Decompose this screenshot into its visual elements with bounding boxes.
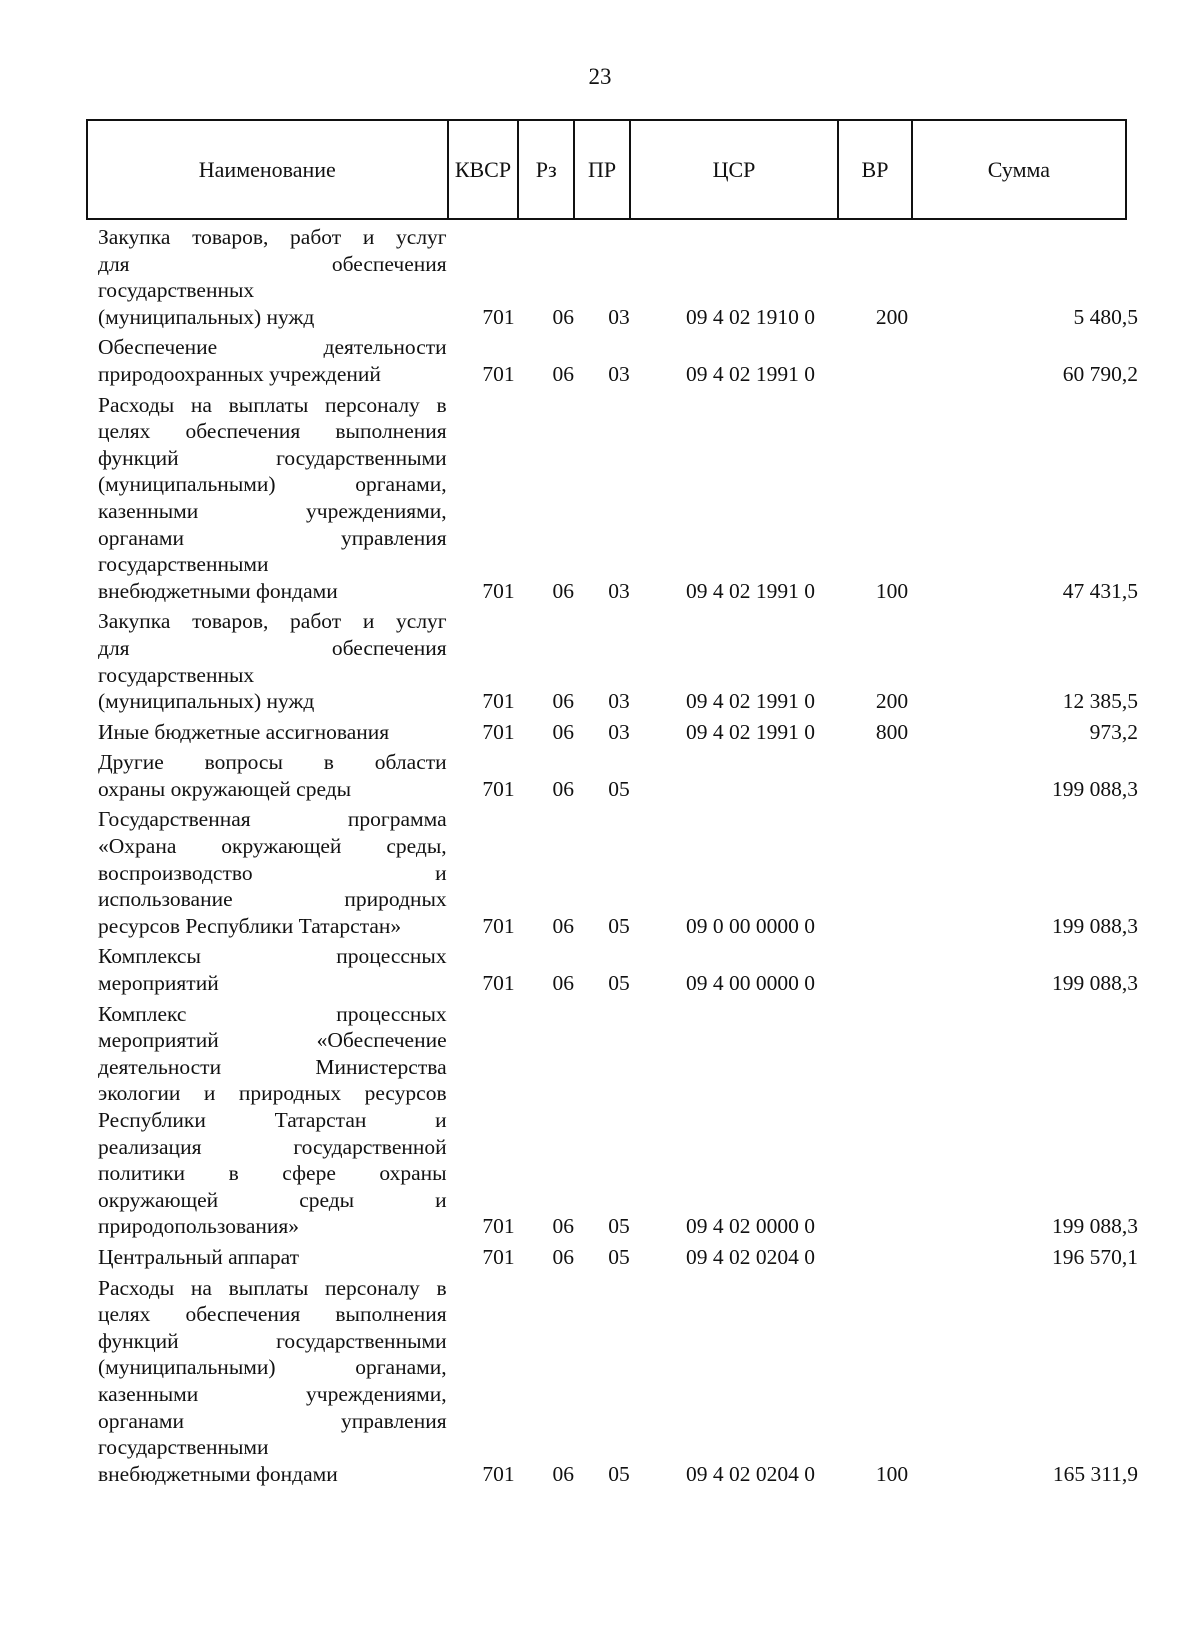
row-name-line: деятельности Министерства — [98, 1054, 447, 1079]
table-row — [98, 608, 1138, 714]
cell-sum: 973,2 — [1089, 719, 1139, 744]
row-name-line: Расходы на выплаты персоналу в — [98, 1275, 447, 1300]
cell-csr: 09 4 02 1991 0 — [686, 719, 816, 744]
cell-rz: 06 — [552, 689, 574, 714]
row-name-line: внебюджетными фондами — [98, 578, 338, 603]
row-name-line: государственных — [98, 662, 255, 687]
cell-rz: 06 — [552, 971, 574, 996]
cell-rz: 06 — [552, 361, 574, 386]
cell-pr: 03 — [608, 304, 630, 329]
row-name-line: воспроизводство и — [98, 860, 447, 885]
cell-pr: 03 — [608, 361, 630, 386]
cell-csr: 09 4 02 1991 0 — [686, 361, 816, 386]
row-name-line: Иные бюджетные ассигнования — [98, 719, 390, 744]
cell-sum: 47 431,5 — [1062, 578, 1139, 603]
row-name-line: государственных — [98, 278, 255, 303]
table-body — [98, 224, 1138, 1491]
cell-csr: 09 4 02 0000 0 — [686, 1214, 816, 1239]
cell-csr: 09 4 02 0204 0 — [686, 1244, 816, 1269]
row-name-line: (муниципальными) органами, — [98, 1355, 447, 1380]
cell-pr: 03 — [608, 578, 630, 603]
cell-rz: 06 — [552, 1214, 574, 1239]
row-name — [98, 608, 447, 714]
cell-kvsr: 701 — [482, 689, 515, 714]
row-name-line: «Охрана окружающей среды, — [98, 834, 447, 859]
row-name — [98, 392, 447, 605]
table-row — [98, 224, 1138, 330]
row-name-line: (муниципальных) нужд — [98, 689, 315, 714]
header-name: Наименование — [88, 121, 449, 218]
row-name-line: окружающей среды и — [98, 1187, 447, 1212]
cell-kvsr: 701 — [482, 1244, 515, 1269]
row-name-line: Расходы на выплаты персоналу в — [98, 392, 447, 417]
row-name-line: охраны окружающей среды — [98, 776, 352, 801]
cell-kvsr: 701 — [482, 578, 515, 603]
row-name — [98, 943, 447, 996]
table-row — [98, 334, 1138, 387]
cell-pr: 03 — [608, 689, 630, 714]
cell-vr: 100 — [875, 1461, 909, 1486]
cell-csr: 09 4 02 0204 0 — [686, 1461, 816, 1486]
table-row — [98, 943, 1138, 996]
cell-sum: 5 480,5 — [1073, 304, 1139, 329]
row-name-line: органами управления — [98, 525, 447, 550]
row-name — [98, 749, 447, 802]
cell-rz: 06 — [552, 913, 574, 938]
cell-kvsr: 701 — [482, 776, 515, 801]
row-name-line: Государственная программа — [98, 807, 447, 832]
row-name-line: (муниципальными) органами, — [98, 472, 447, 497]
cell-rz: 06 — [552, 578, 574, 603]
header-vr: ВР — [839, 121, 913, 218]
cell-sum: 165 311,9 — [1052, 1461, 1139, 1486]
header-sum: Сумма — [987, 156, 1051, 182]
page-number: 23 — [588, 64, 612, 89]
cell-kvsr: 701 — [482, 1214, 515, 1239]
cell-kvsr: 701 — [482, 304, 515, 329]
cell-sum: 12 385,5 — [1062, 689, 1139, 714]
row-name-line: использование природных — [98, 887, 447, 912]
row-name — [98, 224, 447, 330]
cell-rz: 06 — [552, 719, 574, 744]
cell-kvsr: 701 — [482, 361, 515, 386]
cell-csr: 09 4 02 1991 0 — [686, 578, 816, 603]
row-name — [98, 1275, 447, 1488]
row-name-line: Комплекс процессных — [98, 1001, 447, 1026]
table-row — [98, 806, 1138, 939]
table-row — [98, 1244, 1138, 1271]
table-header — [86, 119, 1127, 220]
cell-sum: 199 088,3 — [1052, 971, 1139, 996]
row-name-line: Другие вопросы в области — [98, 750, 447, 775]
row-name-line: целях обеспечения выполнения — [98, 1302, 447, 1327]
cell-rz: 06 — [552, 776, 574, 801]
cell-sum: 60 790,2 — [1062, 361, 1139, 386]
cell-sum: 196 570,1 — [1052, 1244, 1139, 1269]
table-row — [98, 1275, 1138, 1488]
row-name-line: для обеспечения — [98, 635, 447, 660]
cell-vr: 800 — [875, 719, 909, 744]
row-name — [98, 806, 447, 939]
row-name-line: Комплексы процессных — [98, 944, 447, 969]
table-row — [98, 1001, 1138, 1240]
cell-kvsr: 701 — [482, 971, 515, 996]
cell-pr: 05 — [608, 1461, 630, 1486]
row-name-line: Республики Татарстан и — [98, 1108, 447, 1132]
row-name-line: Закупка товаров, работ и услуг — [98, 609, 447, 634]
cell-vr: 100 — [875, 578, 909, 603]
cell-pr: 05 — [608, 913, 630, 938]
row-name-line: природопользования» — [98, 1214, 300, 1239]
row-name-line: (муниципальных) нужд — [98, 304, 315, 329]
row-name-line: Центральный аппарат — [98, 1244, 300, 1269]
cell-vr: 200 — [875, 304, 909, 329]
row-name — [98, 334, 447, 387]
cell-sum: 199 088,3 — [1052, 1214, 1139, 1239]
cell-csr: 09 0 00 0000 0 — [686, 913, 816, 938]
table-row — [98, 719, 1138, 746]
cell-pr: 05 — [608, 776, 630, 801]
row-name-line: природоохранных учреждений — [98, 361, 381, 386]
cell-rz: 06 — [552, 1461, 574, 1486]
row-name-line: для обеспечения — [98, 251, 447, 276]
header-pr: ПР — [575, 121, 631, 218]
row-name-line: политики в сфере охраны — [98, 1161, 447, 1186]
cell-csr: 09 4 00 0000 0 — [686, 971, 816, 996]
row-name-line: мероприятий «Обеспечение — [98, 1028, 447, 1053]
row-name-line: Закупка товаров, работ и услуг — [98, 225, 447, 249]
cell-pr: 05 — [608, 971, 630, 996]
cell-csr: 09 4 02 1910 0 — [686, 304, 816, 329]
cell-rz: 06 — [552, 304, 574, 329]
cell-vr: 200 — [875, 689, 909, 714]
cell-pr: 03 — [608, 719, 630, 744]
row-name-line: государственными — [98, 1435, 269, 1460]
cell-csr: 09 4 02 1991 0 — [686, 689, 816, 714]
cell-rz: 06 — [552, 1244, 574, 1269]
row-name — [98, 1001, 447, 1240]
row-name-line: органами управления — [98, 1408, 447, 1433]
cell-kvsr: 701 — [482, 913, 515, 938]
row-name-line: реализация государственной — [98, 1134, 447, 1159]
row-name — [98, 1244, 447, 1271]
table-row — [98, 392, 1138, 605]
header-csr: ЦСР — [631, 121, 839, 218]
header-kvsr: КВСР — [449, 121, 520, 218]
row-name-line: мероприятий — [98, 971, 219, 996]
row-name-line: казенными учреждениями, — [98, 498, 447, 523]
row-name-line: функций государственными — [98, 445, 447, 470]
row-name-line: внебюджетными фондами — [98, 1461, 338, 1486]
header-rz: Рз — [519, 121, 575, 218]
row-name-line: функций государственными — [98, 1328, 447, 1353]
row-name-line: ресурсов Республики Татарстан» — [98, 913, 402, 938]
row-name-line: экологии и природных ресурсов — [98, 1081, 447, 1106]
cell-sum: 199 088,3 — [1052, 776, 1139, 801]
row-name-line: государственными — [98, 552, 269, 577]
cell-pr: 05 — [608, 1214, 630, 1239]
cell-kvsr: 701 — [482, 719, 515, 744]
row-name-line: Обеспечение деятельности — [98, 335, 447, 360]
cell-pr: 05 — [608, 1244, 630, 1269]
row-name — [98, 719, 447, 746]
cell-sum: 199 088,3 — [1052, 913, 1139, 938]
table-row — [98, 749, 1138, 802]
row-name-line: целях обеспечения выполнения — [98, 419, 447, 444]
row-name-line: казенными учреждениями, — [98, 1381, 447, 1406]
cell-kvsr: 701 — [482, 1461, 515, 1486]
